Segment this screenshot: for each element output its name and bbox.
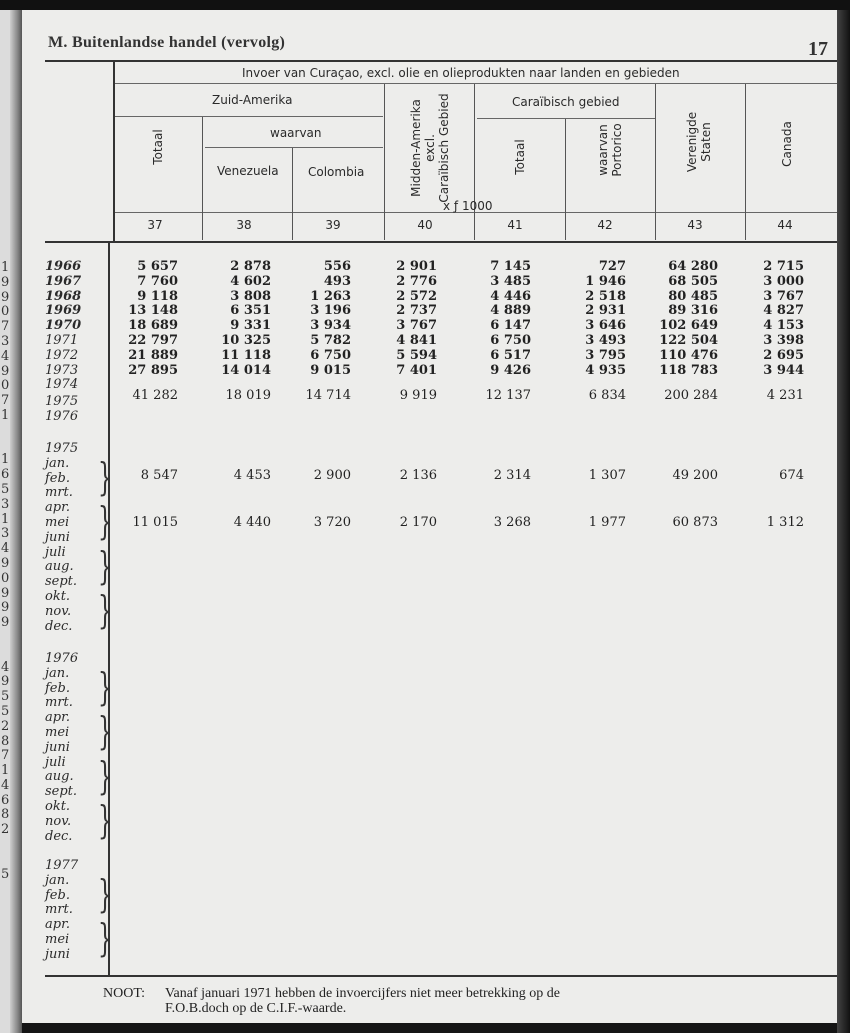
month-label: nov. bbox=[45, 813, 72, 829]
table-cell: 3 646 bbox=[585, 318, 626, 334]
group-caraibisch: Caraïbisch gebied bbox=[512, 95, 620, 109]
month-label: sept. bbox=[45, 574, 78, 590]
column-number: 39 bbox=[325, 218, 341, 232]
table-cell: 2 695 bbox=[763, 347, 804, 363]
caraibisch-rule bbox=[477, 118, 655, 119]
month-label: mei bbox=[45, 515, 70, 530]
table-cell: 4 453 bbox=[233, 467, 271, 483]
table-cell: 674 bbox=[779, 467, 804, 483]
table-cell: 3 767 bbox=[396, 318, 437, 334]
margin-digit: 4 bbox=[1, 659, 10, 675]
col-header-line: Midden-Amerika bbox=[409, 99, 423, 197]
margin-digit: 8 bbox=[1, 807, 10, 823]
month-label: mei bbox=[45, 725, 70, 740]
quarter-brace-icon: } bbox=[97, 709, 113, 754]
month-label: juli bbox=[45, 544, 66, 560]
col-divider bbox=[202, 117, 203, 240]
row-label-year: 1969 bbox=[45, 303, 82, 319]
margin-digit: 5 bbox=[1, 703, 10, 719]
group-waarvan: waarvan bbox=[270, 126, 322, 140]
margin-digit bbox=[1, 852, 11, 867]
table-cell: 493 bbox=[323, 273, 351, 289]
quarter-brace-icon: } bbox=[97, 588, 113, 632]
margin-digit: 1 bbox=[1, 763, 10, 779]
table-cell: 60 873 bbox=[672, 515, 718, 530]
table-cell: 9 118 bbox=[137, 288, 178, 304]
column-number: 44 bbox=[777, 218, 793, 232]
table-cell: 68 505 bbox=[668, 273, 718, 289]
table-cell: 4 440 bbox=[233, 515, 271, 530]
table-top-rule bbox=[45, 60, 837, 62]
month-label: apr. bbox=[45, 500, 70, 516]
unit-label: x ƒ 1000 bbox=[443, 199, 493, 213]
table-cell: 4 153 bbox=[763, 318, 804, 334]
margin-digit: 1 bbox=[1, 407, 10, 423]
table-cell: 5 782 bbox=[310, 333, 351, 348]
previous-page-edge bbox=[0, 10, 22, 1033]
col-header-colombia: Colombia bbox=[308, 165, 365, 179]
table-cell: 14 014 bbox=[221, 362, 271, 378]
table-cell: 200 284 bbox=[664, 388, 718, 404]
scan-right-border bbox=[837, 10, 850, 1033]
scan-top-border bbox=[0, 0, 850, 10]
footnote-line-1: Vanaf januari 1971 hebben de invoercijfers niet meer betrekking op de bbox=[165, 986, 560, 1001]
table-cell: 9 426 bbox=[490, 362, 531, 378]
table-cell: 13 148 bbox=[128, 303, 178, 319]
month-label: feb. bbox=[45, 470, 70, 486]
margin-digit: 9 bbox=[1, 289, 10, 305]
table-cell: 4 827 bbox=[763, 303, 804, 319]
margin-digit: 5 bbox=[1, 481, 10, 497]
table-cell: 1 263 bbox=[310, 288, 351, 304]
table-cell: 89 316 bbox=[668, 303, 718, 319]
table-cell: 3 720 bbox=[313, 515, 351, 530]
column-number: 40 bbox=[417, 218, 433, 232]
col-header-line: Staten bbox=[699, 122, 713, 162]
table-cell: 80 485 bbox=[668, 288, 718, 304]
table-cell: 6 750 bbox=[490, 333, 531, 348]
table-cell: 2 170 bbox=[399, 515, 437, 530]
margin-digit: 4 bbox=[1, 777, 10, 793]
table-cell: 6 351 bbox=[230, 303, 271, 319]
row-label-year: 1975 bbox=[45, 394, 79, 410]
margin-digit: 6 bbox=[1, 792, 10, 808]
table-cell: 7 145 bbox=[490, 259, 531, 274]
table-cell: 3 398 bbox=[763, 333, 804, 348]
footnote-line-2: F.O.B.doch op de C.I.F.-waarde. bbox=[165, 1001, 347, 1016]
table-cell: 12 137 bbox=[485, 388, 531, 404]
row-label-year: 1974 bbox=[45, 377, 79, 393]
block-year-label: 1977 bbox=[45, 858, 79, 873]
month-label: mrt. bbox=[45, 485, 73, 501]
margin-digit: 9 bbox=[1, 274, 10, 290]
margin-digit: 3 bbox=[1, 496, 10, 512]
quarter-brace-icon: } bbox=[97, 798, 113, 842]
quarter-brace-icon: } bbox=[97, 871, 113, 916]
table-cell: 4 446 bbox=[490, 288, 531, 304]
table-cell: 2 715 bbox=[763, 259, 804, 274]
margin-digit: 4 bbox=[1, 348, 10, 364]
month-label: dec. bbox=[45, 828, 73, 844]
table-cell: 64 280 bbox=[668, 259, 718, 274]
block-year-label: 1976 bbox=[45, 651, 79, 666]
month-label: feb. bbox=[45, 680, 70, 696]
table-cell: 8 547 bbox=[140, 467, 178, 483]
table-cell: 18 019 bbox=[225, 388, 271, 404]
month-label: mrt. bbox=[45, 695, 73, 711]
column-number: 41 bbox=[507, 218, 523, 232]
table-cell: 1 946 bbox=[585, 273, 626, 289]
waarvan-rule bbox=[205, 147, 383, 148]
table-cell: 6 750 bbox=[310, 347, 351, 363]
month-label: aug. bbox=[45, 769, 74, 785]
table-cell: 118 783 bbox=[659, 362, 718, 378]
table-cell: 3 196 bbox=[310, 303, 351, 319]
table-cell: 727 bbox=[598, 259, 626, 274]
table-cell: 3 767 bbox=[763, 288, 804, 304]
col-header-line: Verenigde bbox=[685, 111, 699, 173]
table-cell: 9 919 bbox=[399, 388, 437, 404]
row-label-year: 1967 bbox=[45, 273, 82, 289]
col-header-venezuela: Venezuela bbox=[217, 164, 279, 178]
margin-digit: 9 bbox=[1, 363, 10, 379]
table-cell: 21 889 bbox=[128, 347, 178, 363]
table-cell: 7 760 bbox=[137, 273, 178, 289]
col-header-line: waarvan bbox=[596, 124, 610, 176]
quarter-brace-icon: } bbox=[97, 543, 113, 588]
section-title: M. Buitenlandse handel (vervolg) bbox=[48, 34, 286, 51]
col-header-midden-amerika bbox=[409, 88, 451, 208]
table-cell: 4 935 bbox=[585, 362, 626, 378]
margin-digit: 1 bbox=[1, 452, 10, 468]
col-header-portorico bbox=[596, 115, 624, 185]
month-label: juni bbox=[45, 739, 70, 755]
margin-digit: 4 bbox=[1, 541, 10, 557]
table-cell: 2 900 bbox=[313, 467, 351, 483]
margin-digit bbox=[1, 630, 11, 645]
col-divider bbox=[565, 119, 566, 240]
margin-digit: 7 bbox=[1, 748, 10, 764]
row-label-year: 1968 bbox=[45, 288, 82, 304]
previous-page-margin-digits bbox=[1, 260, 11, 881]
quarter-brace-icon: } bbox=[97, 916, 113, 961]
table-cell: 3 268 bbox=[493, 515, 531, 530]
block-year-label: 1975 bbox=[45, 441, 79, 456]
month-label: juni bbox=[45, 946, 70, 962]
table-cell: 2 878 bbox=[230, 259, 271, 274]
table-cell: 5 594 bbox=[396, 347, 437, 363]
table-cell: 4 841 bbox=[396, 333, 437, 348]
table-cell: 14 714 bbox=[305, 388, 351, 404]
col-header-line: excl. bbox=[423, 134, 437, 162]
margin-digit: 9 bbox=[1, 585, 10, 601]
table-cell: 2 901 bbox=[396, 259, 437, 274]
table-cell: 110 476 bbox=[659, 347, 718, 363]
margin-digit: 9 bbox=[1, 674, 10, 690]
table-cell: 2 518 bbox=[585, 288, 626, 304]
table-cell: 10 325 bbox=[221, 333, 271, 348]
margin-digit: 3 bbox=[1, 526, 10, 542]
month-label: mei bbox=[45, 932, 70, 947]
table-cell: 102 649 bbox=[659, 318, 718, 334]
month-label: okt. bbox=[45, 799, 71, 814]
table-cell: 1 977 bbox=[588, 515, 626, 530]
binding-shadow bbox=[10, 10, 22, 1033]
col-header-line: Portorico bbox=[610, 123, 624, 177]
table-cell: 49 200 bbox=[672, 467, 718, 483]
margin-digit: 0 bbox=[1, 570, 10, 586]
scan-bottom-border bbox=[22, 1023, 837, 1033]
stub-divider bbox=[113, 60, 115, 243]
column-number: 42 bbox=[597, 218, 613, 232]
table-cell: 2 314 bbox=[493, 467, 531, 483]
table-cell: 3 934 bbox=[310, 318, 351, 334]
margin-digit: 9 bbox=[1, 615, 10, 631]
quarter-brace-icon: } bbox=[97, 454, 113, 499]
margin-digit: 0 bbox=[1, 378, 10, 394]
page-number: 17 bbox=[808, 38, 828, 60]
footnote bbox=[103, 986, 560, 1016]
col-divider bbox=[474, 84, 475, 240]
table-cell: 11 118 bbox=[221, 347, 271, 363]
col-header-totaal-car: Totaal bbox=[513, 139, 527, 175]
table-bottom-rule bbox=[45, 975, 837, 977]
margin-digit: 5 bbox=[1, 866, 10, 882]
col-header-totaal-za: Totaal bbox=[151, 129, 165, 165]
margin-digit bbox=[1, 438, 11, 453]
table-cell: 18 689 bbox=[128, 318, 178, 334]
table-cell: 4 602 bbox=[230, 273, 271, 289]
table-cell: 3 485 bbox=[490, 273, 531, 289]
margin-digit: 0 bbox=[1, 304, 10, 320]
table-cell: 2 776 bbox=[396, 273, 437, 289]
table-cell: 9 331 bbox=[230, 318, 271, 334]
month-label: nov. bbox=[45, 603, 72, 619]
col-header-canada: Canada bbox=[780, 121, 794, 167]
table-cell: 6 147 bbox=[490, 318, 531, 334]
col-divider bbox=[384, 84, 385, 240]
table-cell: 556 bbox=[323, 259, 351, 274]
margin-digit: 9 bbox=[1, 555, 10, 571]
table-cell: 27 895 bbox=[128, 362, 178, 378]
table-cell: 2 737 bbox=[396, 303, 437, 319]
margin-digit: 8 bbox=[1, 733, 10, 749]
row-label-year: 1966 bbox=[45, 259, 82, 274]
month-label: sept. bbox=[45, 784, 78, 800]
margin-digit: 3 bbox=[1, 333, 10, 349]
margin-digit bbox=[1, 645, 11, 660]
margin-digit: 2 bbox=[1, 718, 10, 734]
table-cell: 4 231 bbox=[766, 388, 804, 404]
month-label: jan. bbox=[45, 872, 70, 888]
table-cell: 6 834 bbox=[588, 388, 626, 404]
month-label: jan. bbox=[45, 455, 70, 471]
header-bottom-rule bbox=[45, 241, 837, 243]
month-label: juni bbox=[45, 529, 70, 545]
table-cell: 9 015 bbox=[310, 362, 351, 378]
table-cell: 6 517 bbox=[490, 347, 531, 363]
table-cell: 7 401 bbox=[396, 362, 437, 378]
month-label: apr. bbox=[45, 917, 70, 933]
col-header-line: Caraïbisch Gebied bbox=[437, 93, 451, 203]
margin-digit: 7 bbox=[1, 393, 10, 409]
table-cell: 3 000 bbox=[763, 273, 804, 289]
row-label-year: 1970 bbox=[45, 318, 82, 334]
table-cell: 122 504 bbox=[659, 333, 718, 348]
group-zuid-amerika: Zuid-Amerika bbox=[212, 93, 293, 107]
table-cell: 41 282 bbox=[132, 388, 178, 404]
month-label: feb. bbox=[45, 887, 70, 903]
footnote-label: NOOT: bbox=[103, 986, 146, 1001]
col-divider bbox=[292, 148, 293, 240]
margin-digit: 5 bbox=[1, 689, 10, 705]
column-number: 38 bbox=[236, 218, 252, 232]
table-cell: 3 795 bbox=[585, 347, 626, 363]
month-label: jan. bbox=[45, 665, 70, 681]
table-cell: 5 657 bbox=[137, 259, 178, 274]
margin-digit: 7 bbox=[1, 319, 10, 335]
month-label: aug. bbox=[45, 559, 74, 575]
column-number: 43 bbox=[687, 218, 703, 232]
table-cell: 3 493 bbox=[585, 333, 626, 348]
quarter-brace-icon: } bbox=[97, 664, 113, 709]
month-label: mrt. bbox=[45, 902, 73, 918]
margin-digit bbox=[1, 423, 11, 438]
margin-digit: 1 bbox=[1, 511, 10, 527]
quarter-brace-icon: } bbox=[97, 753, 113, 798]
margin-digit bbox=[1, 837, 11, 852]
table-cell: 2 136 bbox=[399, 467, 437, 483]
table-cell: 1 307 bbox=[588, 467, 626, 483]
table-cell: 11 015 bbox=[132, 515, 178, 530]
table-cell: 3 944 bbox=[763, 362, 804, 378]
table-cell: 4 889 bbox=[490, 303, 531, 319]
margin-digit: 6 bbox=[1, 467, 10, 483]
month-label: dec. bbox=[45, 618, 73, 634]
quarter-brace-icon: } bbox=[97, 499, 113, 544]
table-cell: 22 797 bbox=[128, 333, 178, 348]
table-cell: 1 312 bbox=[766, 515, 804, 530]
table-cell: 3 808 bbox=[230, 288, 271, 304]
margin-digit: 9 bbox=[1, 600, 10, 616]
row-label-year: 1973 bbox=[45, 362, 79, 378]
margin-digit: 2 bbox=[1, 822, 10, 838]
heading-rule bbox=[115, 83, 837, 84]
month-label: okt. bbox=[45, 589, 71, 604]
row-label-year: 1972 bbox=[45, 347, 79, 363]
col-divider bbox=[745, 84, 746, 240]
column-number: 37 bbox=[147, 218, 163, 232]
col-divider bbox=[655, 84, 656, 240]
row-label-year: 1971 bbox=[45, 333, 79, 348]
table-cell: 2 572 bbox=[396, 288, 437, 304]
margin-digit: 1 bbox=[1, 260, 10, 275]
row-label-year: 1976 bbox=[45, 409, 79, 424]
month-label: apr. bbox=[45, 710, 70, 726]
month-label: juli bbox=[45, 754, 66, 770]
main-heading: Invoer van Curaçao, excl. olie en olieprodukten naar landen en gebieden bbox=[242, 66, 680, 80]
col-header-verenigde-staten bbox=[685, 107, 713, 177]
table-cell: 2 931 bbox=[585, 303, 626, 319]
